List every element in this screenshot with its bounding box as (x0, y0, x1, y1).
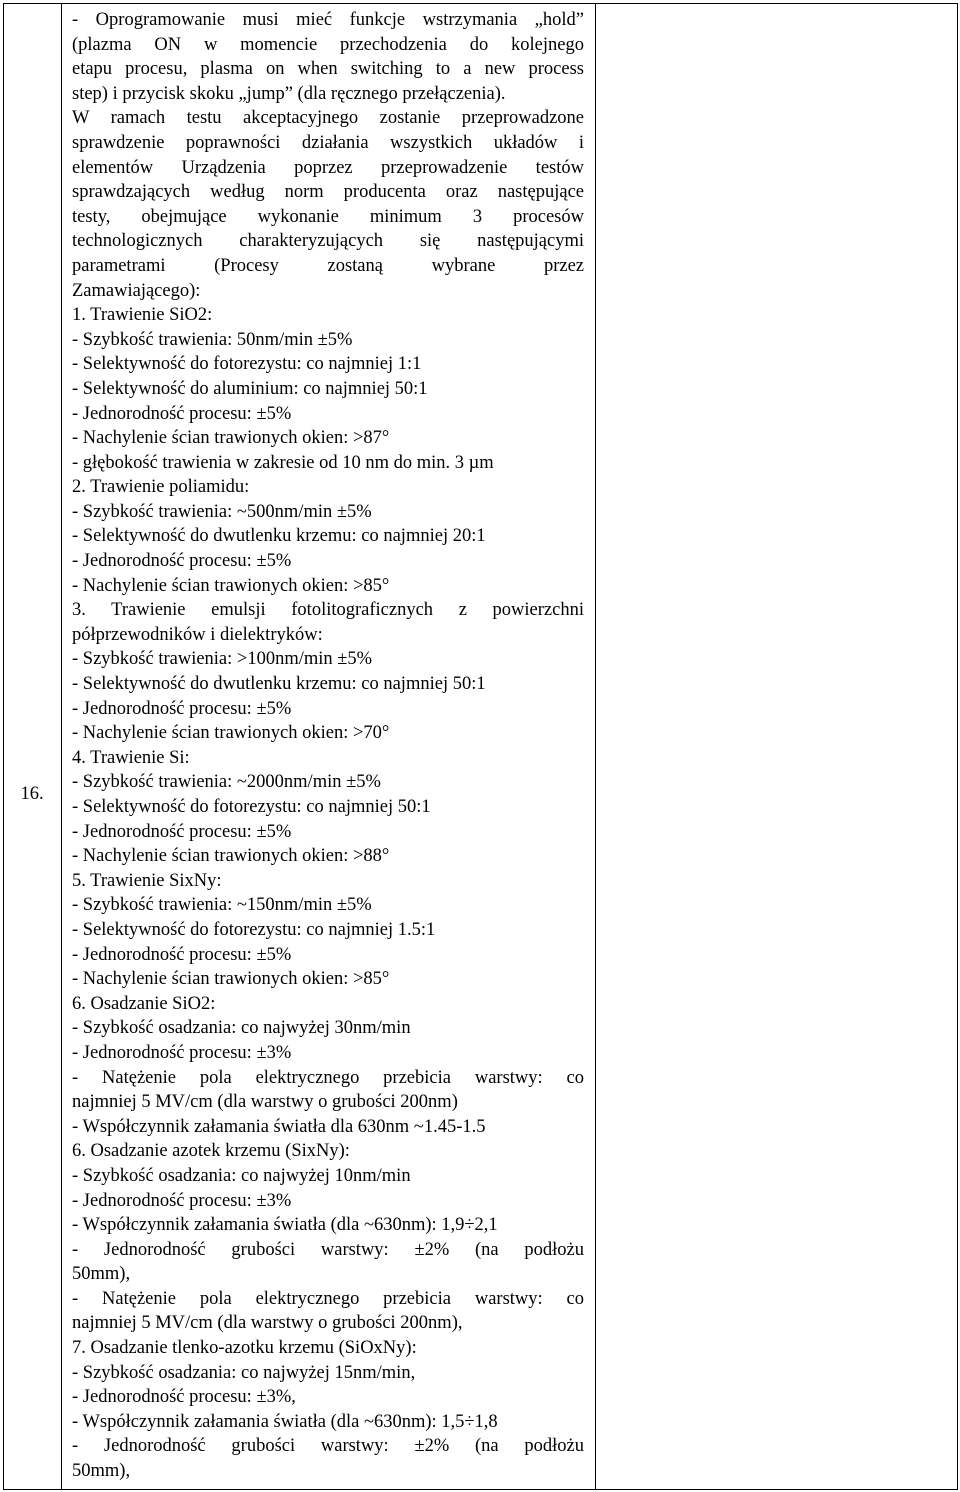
table-bottom-border (3, 1489, 958, 1490)
text-line: testy, obejmujące wykonanie minimum 3 procesów (72, 206, 584, 227)
text-line: - Selektywność do aluminium: co najmniej 50:1 (72, 378, 428, 399)
table-right-border (957, 4, 958, 1490)
text-line: - Selektywność do dwutlenku krzemu: co najmniej 20:1 (72, 526, 486, 547)
text-line: - Oprogramowanie musi mieć funkcje wstrzymania „hold” (72, 10, 584, 30)
text-line: 50mm), (72, 1461, 131, 1482)
text-line: - Selektywność do dwutlenku krzemu: co najmniej 50:1 (72, 674, 486, 695)
text-line: 6. Osadzanie azotek krzemu (SixNy): (72, 1141, 350, 1162)
text-line: - Jednorodność procesu: ±5% (72, 944, 292, 965)
text-line: step) i przycisk skoku „jump” (dla ręcznego przełączenia). (72, 83, 506, 104)
text-line: - Natężenie pola elektrycznego przebicia warstwy: co (72, 1067, 584, 1088)
text-line: - Szybkość trawienia: ~2000nm/min ±5% (72, 772, 381, 793)
text-line: - Jednorodność procesu: ±5% (72, 403, 292, 424)
text-line: - Selektywność do fotorezystu: co najmniej 50:1 (72, 797, 431, 817)
text-line: - Jednorodność procesu: ±3%, (72, 1387, 296, 1408)
text-line: - głębokość trawienia w zakresie od 10 nm do min. 3 µm (72, 452, 494, 473)
text-line: - Jednorodność procesu: ±3% (72, 1042, 292, 1063)
text-line: 5. Trawienie SixNy: (72, 870, 222, 891)
text-line: elementów Urządzenia poprzez przeprowadzenie testów (72, 157, 584, 178)
text-line: - Nachylenie ścian trawionych okien: >87° (72, 428, 390, 449)
text-line: - Szybkość trawienia: >100nm/min ±5% (72, 649, 373, 670)
text-line: 1. Trawienie SiO2: (72, 305, 213, 326)
text-line: technologicznych charakteryzujących się następującymi (72, 231, 584, 252)
text-line: sprawdzenie poprawności działania wszystkich układów i (72, 132, 584, 153)
text-line: parametrami (Procesy zostaną wybrane przez (72, 255, 584, 276)
text-line: - Szybkość trawienia: ~500nm/min ±5% (72, 501, 372, 522)
text-line: - Selektywność do fotorezystu: co najmniej 1.5:1 (72, 919, 436, 940)
text-line: - Szybkość osadzania: co najwyżej 30nm/min (72, 1018, 411, 1039)
text-line: - Natężenie pola elektrycznego przebicia warstwy: co (72, 1288, 584, 1309)
text-line: - Nachylenie ścian trawionych okien: >85° (72, 575, 390, 596)
text-line: - Nachylenie ścian trawionych okien: >70° (72, 723, 390, 744)
text-line: - Szybkość osadzania: co najwyżej 10nm/min (72, 1165, 411, 1186)
text-line: - Jednorodność procesu: ±5% (72, 821, 292, 842)
table-left-border (3, 4, 4, 1490)
text-line: najmniej 5 MV/cm (dla warstwy o grubości 200nm), (72, 1313, 463, 1334)
text-line: najmniej 5 MV/cm (dla warstwy o grubości 200nm) (72, 1092, 458, 1113)
text-line: - Szybkość trawienia: ~150nm/min ±5% (72, 895, 372, 916)
text-line: - Współczynnik załamania światła dla 630nm ~1.45-1.5 (72, 1116, 486, 1137)
text-line: 50mm), (72, 1264, 131, 1285)
requirements-text (72, 8, 584, 1484)
text-line: 6. Osadzanie SiO2: (72, 993, 216, 1014)
text-line: 3. Trawienie emulsji fotolitograficznych z powierzchni (72, 600, 584, 621)
text-line: 7. Osadzanie tlenko-azotku krzemu (SiOxNy): (72, 1338, 417, 1359)
text-line: sprawdzających według norm producenta oraz następujące (72, 182, 584, 203)
text-line: 2. Trawienie poliamidu: (72, 477, 250, 498)
text-line: półprzewodników i dielektryków: (72, 624, 323, 645)
text-line: etapu procesu, plasma on when switching to a new process (72, 59, 584, 80)
text-line: - Jednorodność grubości warstwy: ±2% (na podłożu (72, 1436, 584, 1457)
row-number: 16. (20, 784, 44, 804)
text-line: - Nachylenie ścian trawionych okien: >85° (72, 969, 390, 990)
text-line: - Współczynnik załamania światła (dla ~630nm): 1,5÷1,8 (72, 1411, 498, 1432)
text-line: W ramach testu akceptacyjnego zostanie przeprowadzone (72, 108, 584, 129)
text-line: - Selektywność do fotorezystu: co najmniej 1:1 (72, 354, 422, 375)
empty-cell (596, 4, 957, 1489)
text-line: - Współczynnik załamania światła (dla ~630nm): 1,9÷2,1 (72, 1215, 498, 1236)
text-line: - Szybkość osadzania: co najwyżej 15nm/min, (72, 1362, 416, 1383)
text-line: - Szybkość trawienia: 50nm/min ±5% (72, 329, 353, 350)
text-line: 4. Trawienie Si: (72, 747, 190, 768)
text-line: - Jednorodność grubości warstwy: ±2% (na podłożu (72, 1239, 584, 1260)
text-line: Zamawiającego): (72, 280, 201, 301)
text-line: - Jednorodność procesu: ±5% (72, 551, 292, 572)
text-line: - Jednorodność procesu: ±3% (72, 1190, 292, 1211)
column-divider-1 (61, 4, 62, 1490)
text-line: - Nachylenie ścian trawionych okien: >88° (72, 846, 390, 867)
text-line: (plazma ON w momencie przechodzenia do kolejnego (72, 34, 584, 55)
text-line: - Jednorodność procesu: ±5% (72, 698, 292, 719)
